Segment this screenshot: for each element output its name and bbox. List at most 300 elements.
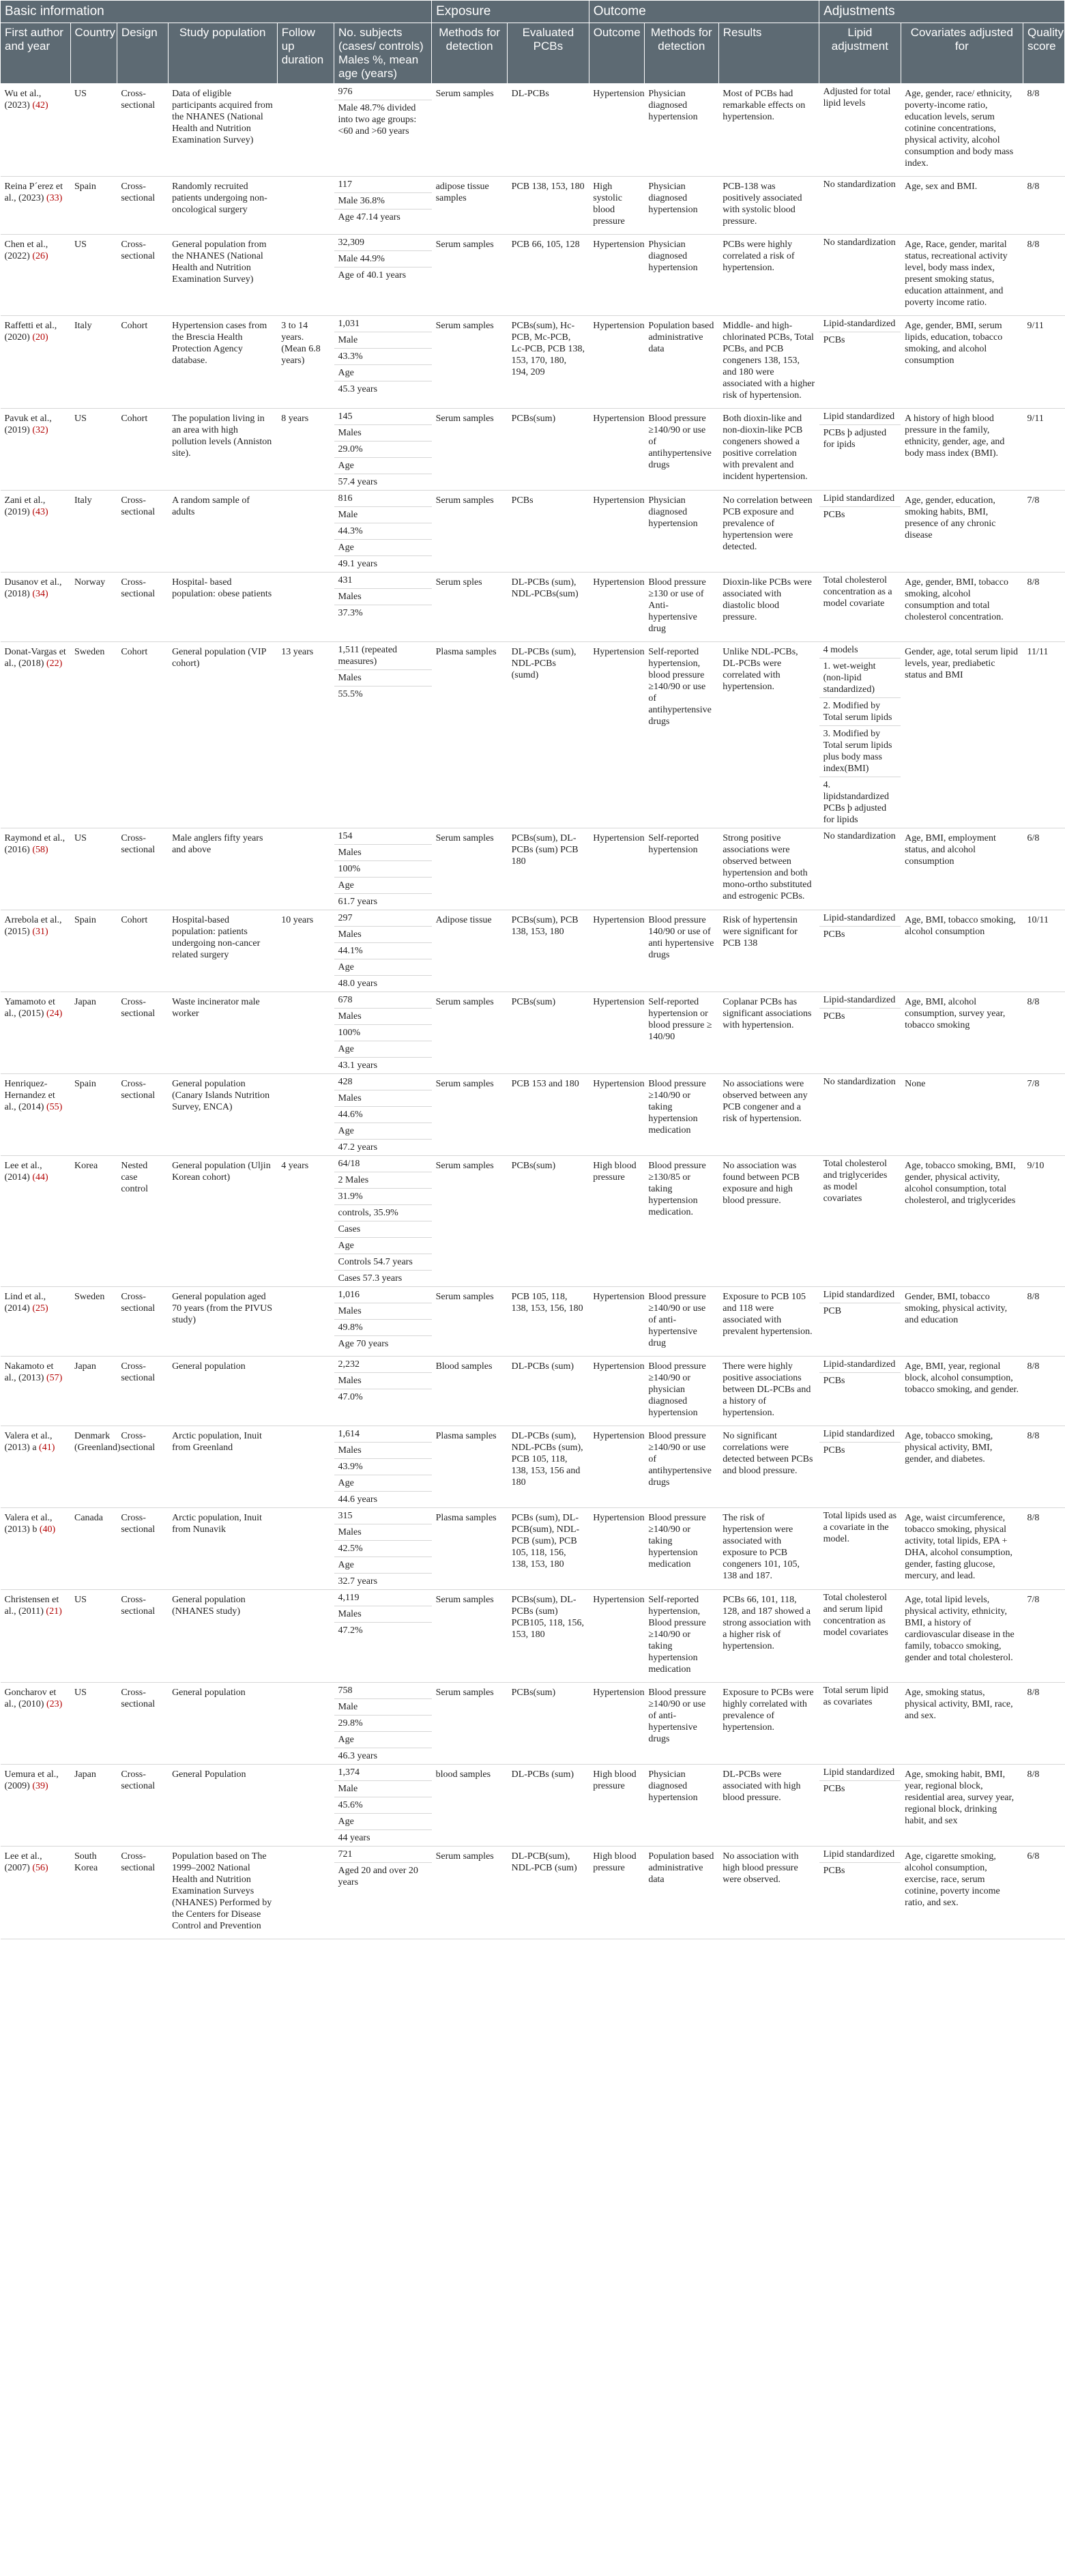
cell-results: There were highly positive associations between DL-PCBs and a history of hypertension. [718, 1357, 819, 1426]
cell-population: Hospital-based population: patients undergoing non-cancer related surgery [168, 910, 277, 992]
subjects-line: Males [334, 1606, 432, 1623]
subjects-line: 47.2% [338, 1625, 363, 1636]
cell-lipid [819, 235, 901, 316]
subjects-line: Age [334, 1475, 432, 1492]
author-text: Nakamoto et al., (2013) [4, 1361, 54, 1383]
cell-design: Cross-sectional [117, 992, 168, 1074]
cell-pcbs: PCBs(sum) [508, 409, 589, 491]
author-text: Raymond et al., (2016) [4, 833, 65, 855]
cell-design: Cross-sectional [117, 84, 168, 177]
table-row [1, 1765, 1065, 1847]
reference-link[interactable]: (34) [32, 589, 48, 599]
subjects-line: 32,309 [334, 235, 432, 251]
lipid-line: Lipid standardized [819, 409, 901, 425]
cell-quality: 8/8 [1023, 1426, 1065, 1508]
lipid-line: Lipid-standardized [819, 1357, 901, 1373]
lipid-line: No standardization [823, 179, 896, 190]
cell-outcome: Hypertension [589, 992, 644, 1074]
cell-outcome: Hypertension [589, 1287, 644, 1357]
cell-out-method: Blood pressure 140/90 or use of anti hypertensive drugs [644, 910, 718, 992]
cell-population: Waste incinerator male worker [168, 992, 277, 1074]
reference-link[interactable]: (39) [32, 1781, 48, 1791]
subjects-line: 431 [334, 573, 432, 589]
table-row [1, 84, 1065, 177]
lipid-line: PCBs [823, 1376, 845, 1386]
subjects-line: Age [334, 1814, 432, 1830]
cell-exp-method: Serum samples [432, 491, 508, 573]
cell-results: PCBs were highly correlated a risk of hypertension. [718, 235, 819, 316]
cell-population: Male anglers fifty years and above [168, 828, 277, 910]
cell-followup [277, 1683, 334, 1765]
cell-quality: 8/8 [1023, 1765, 1065, 1847]
subjects-line: 49.1 years [338, 559, 378, 569]
subjects-line: 47.0% [338, 1392, 363, 1402]
reference-link[interactable]: (22) [46, 659, 63, 669]
cell-subjects [334, 177, 432, 235]
subjects-line: 976 [334, 84, 432, 100]
lipid-line: Lipid standardized [819, 491, 901, 507]
subjects-line: Age [334, 959, 432, 976]
cell-design: Cohort [117, 316, 168, 409]
cell-out-method: Blood pressure ≥140/90 or use of anti-hypertensive drug [644, 1287, 718, 1357]
cell-population: Hypertension cases from the Brescia Health Protection Agency database. [168, 316, 277, 409]
cell-out-method: Blood pressure ≥130 or use of Anti-hypertensive drug [644, 573, 718, 642]
cell-covariates: Age, total lipid levels, physical activity, ethnicity, BMI, a history of cardiovascular disease in the family, tobacco smoking, gender and total cholesterol. [901, 1590, 1023, 1683]
lipid-line: Adjusted for total lipid levels [823, 87, 891, 108]
subjects-line: 2,232 [334, 1357, 432, 1373]
subjects-line: 61.7 years [338, 897, 378, 907]
cell-covariates: None [901, 1074, 1023, 1156]
cell-covariates: Age, gender, education, smoking habits, BMI, presence of any chronic disease [901, 491, 1023, 573]
cell-followup: 4 years [277, 1156, 334, 1287]
subjects-line: 48.0 years [338, 979, 378, 989]
cell-exp-method: Serum samples [432, 1590, 508, 1683]
subjects-line: 1,374 [334, 1765, 432, 1781]
cell-subjects [334, 1074, 432, 1156]
lipid-line: PCBs [823, 335, 845, 345]
cell-results: Strong positive associations were observed between hypertension and both mono-ortho substituted and estrogenic PCBs. [718, 828, 819, 910]
subjects-line: Age [334, 1238, 432, 1254]
cell-design: Cross-sectional [117, 177, 168, 235]
subjects-line: 44.6% [334, 1107, 432, 1123]
cell-country: Sweden [70, 1287, 117, 1357]
table-row [1, 642, 1065, 828]
lipid-line: No standardization [823, 237, 896, 248]
cell-exp-method: adipose tissue samples [432, 177, 508, 235]
cell-population: General population (Canary Islands Nutrition Survey, ENCA) [168, 1074, 277, 1156]
cell-population: A random sample of adults [168, 491, 277, 573]
cell-pcbs: DL-PCBs (sum) [508, 1765, 589, 1847]
cell-outcome: High blood pressure [589, 1765, 644, 1847]
cell-results: DL-PCBs were associated with high blood pressure. [718, 1765, 819, 1847]
cell-country: Spain [70, 1074, 117, 1156]
subjects-line: 64/18 [334, 1156, 432, 1172]
col-lipid: Lipid adjustment [819, 23, 901, 84]
col-population: Study population [168, 23, 277, 84]
cell-results: Most of PCBs had remarkable effects on hypertension. [718, 84, 819, 177]
cell-lipid [819, 409, 901, 491]
subjects-line: 297 [334, 910, 432, 927]
subjects-line: 29.0% [334, 442, 432, 458]
cell-subjects [334, 992, 432, 1074]
cell-exp-method: Serum samples [432, 235, 508, 316]
cell-author [1, 1590, 71, 1683]
reference-link[interactable]: (33) [46, 193, 63, 203]
cell-pcbs: PCBs (sum), DL-PCB(sum), NDL-PCB (sum), PCB 105, 118, 156, 138, 153, 180 [508, 1508, 589, 1590]
lipid-line: 4 models [819, 642, 901, 659]
cell-covariates: Age, gender, race/ ethnicity, poverty-income ratio, education levels, serum cotinine concentrations, physical activity, alcohol consumption and body mass index. [901, 84, 1023, 177]
cell-quality: 7/8 [1023, 491, 1065, 573]
cell-pcbs: PCBs(sum), PCB 138, 153, 180 [508, 910, 589, 992]
cell-exp-method: Serum samples [432, 992, 508, 1074]
author-text: Arrebola et al., (2015) [4, 915, 62, 937]
reference-link[interactable]: (41) [39, 1443, 55, 1453]
cell-subjects [334, 1426, 432, 1508]
lipid-line: 2. Modified by Total serum lipids [819, 698, 901, 726]
cell-exp-method: Plasma samples [432, 1508, 508, 1590]
cell-quality: 9/10 [1023, 1156, 1065, 1287]
subjects-line: Males [334, 425, 432, 442]
cell-subjects [334, 573, 432, 642]
cell-covariates: Age, waist circumference, tobacco smoking, physical activity, total lipids, EPA + DHA, alcohol consumption, gender, fasting glucose, mercury, and lead. [901, 1508, 1023, 1590]
cell-lipid [819, 910, 901, 992]
cell-design: Cross-sectional [117, 1847, 168, 1939]
cell-exp-method: Serum samples [432, 1287, 508, 1357]
cell-exp-method: Serum sples [432, 573, 508, 642]
cell-design: Cross-sectional [117, 1287, 168, 1357]
cell-author [1, 84, 71, 177]
cell-country: US [70, 235, 117, 316]
cell-pcbs: PCB 105, 118, 138, 153, 156, 180 [508, 1287, 589, 1357]
cell-exp-method: Plasma samples [432, 642, 508, 828]
subjects-line: 45.3 years [338, 384, 378, 394]
reference-link[interactable]: (21) [46, 1606, 62, 1617]
col-design: Design [117, 23, 168, 84]
group-outcome: Outcome [589, 1, 819, 23]
cell-lipid [819, 1357, 901, 1426]
cell-followup [277, 1847, 334, 1939]
cell-covariates: Age, sex and BMI. [901, 177, 1023, 235]
col-author: First author and year [1, 23, 71, 84]
cell-lipid [819, 642, 901, 828]
author-text: Zani et al., (2019) [4, 495, 46, 517]
cell-subjects [334, 1847, 432, 1939]
cell-quality: 8/8 [1023, 573, 1065, 642]
cell-results: Coplanar PCBs has significant associations with hypertension. [718, 992, 819, 1074]
lipid-line: Lipid-standardized [819, 992, 901, 1009]
cell-outcome: Hypertension [589, 1683, 644, 1765]
cell-lipid [819, 491, 901, 573]
cell-subjects [334, 1590, 432, 1683]
cell-design: Cross-sectional [117, 1590, 168, 1683]
reference-link[interactable]: (55) [46, 1102, 63, 1112]
cell-exp-method: Blood samples [432, 1357, 508, 1426]
table-row [1, 1847, 1065, 1939]
subjects-line: 100% [334, 1025, 432, 1041]
cell-design: Cross-sectional [117, 1508, 168, 1590]
cell-population: General population [168, 1683, 277, 1765]
cell-results: Exposure to PCB 105 and 118 were associated with prevalent hypertension. [718, 1287, 819, 1357]
cell-author [1, 409, 71, 491]
cell-covariates: Gender, BMI, tobacco smoking, physical activity, and education [901, 1287, 1023, 1357]
author-text: Dusanov et al., (2018) [4, 577, 62, 599]
table-row [1, 316, 1065, 409]
cell-author [1, 642, 71, 828]
reference-link[interactable]: (58) [32, 845, 48, 855]
cell-followup: 13 years [277, 642, 334, 828]
cell-lipid [819, 992, 901, 1074]
cell-population: General population [168, 1357, 277, 1426]
cell-author [1, 1765, 71, 1847]
author-text: Christensen et al., (2011) [4, 1595, 59, 1617]
cell-subjects [334, 828, 432, 910]
subjects-line: 315 [334, 1508, 432, 1524]
cell-out-method: Self-reported hypertension [644, 828, 718, 910]
cell-exp-method: Serum samples [432, 1683, 508, 1765]
cell-results: PCBs 66, 101, 118, 128, and 187 showed a strong association with a higher risk of hypertension. [718, 1590, 819, 1683]
cell-subjects [334, 84, 432, 177]
cell-subjects [334, 642, 432, 828]
subjects-line: 45.6% [334, 1797, 432, 1814]
subjects-line: 49.8% [334, 1320, 432, 1336]
cell-covariates: Age, tobacco smoking, BMI, gender, physical activity, alcohol consumption, total cholesterol, and triglycerides [901, 1156, 1023, 1287]
cell-lipid [819, 828, 901, 910]
col-results: Results [718, 23, 819, 84]
reference-link[interactable]: (24) [46, 1009, 63, 1019]
cell-quality: 8/8 [1023, 235, 1065, 316]
cell-exp-method: Serum samples [432, 84, 508, 177]
cell-followup [277, 992, 334, 1074]
lipid-line: Lipid standardized [819, 1765, 901, 1781]
cell-quality: 6/8 [1023, 1847, 1065, 1939]
cell-results: No association was found between PCB exposure and high blood pressure. [718, 1156, 819, 1287]
reference-link[interactable]: (57) [46, 1373, 63, 1383]
subjects-line: Age [334, 365, 432, 381]
col-exposure-method: Methods for detection [432, 23, 508, 84]
reference-link[interactable]: (26) [32, 251, 48, 261]
lipid-line: PCBs [823, 929, 845, 940]
subjects-line: Males [334, 1443, 432, 1459]
cell-author [1, 573, 71, 642]
cell-subjects [334, 316, 432, 409]
reference-link[interactable]: (44) [32, 1172, 48, 1183]
reference-link[interactable]: (25) [32, 1303, 48, 1314]
cell-subjects [334, 910, 432, 992]
cell-outcome: High systolic blood pressure [589, 177, 644, 235]
subjects-line: 428 [334, 1074, 432, 1090]
cell-covariates: Age, gender, BMI, tobacco smoking, alcohol consumption and total cholesterol concentration. [901, 573, 1023, 642]
cell-lipid [819, 1765, 901, 1847]
cell-author [1, 1683, 71, 1765]
table-row [1, 992, 1065, 1074]
table-row [1, 1357, 1065, 1426]
lipid-line: No standardization [823, 831, 896, 841]
cell-out-method: Blood pressure ≥140/90 or taking hypertension medication [644, 1074, 718, 1156]
subjects-line: 55.5% [338, 689, 363, 699]
reference-link[interactable]: (31) [32, 927, 48, 937]
lipid-line: Lipid standardized [819, 1847, 901, 1863]
subjects-line: Age of 40.1 years [338, 270, 407, 280]
cell-followup [277, 828, 334, 910]
table-row [1, 1074, 1065, 1156]
cell-results: The risk of hypertension were associated with exposure to PCB congeners 101, 105, 138 and 187. [718, 1508, 819, 1590]
cell-design: Cohort [117, 642, 168, 828]
subjects-line: Males [334, 845, 432, 861]
lipid-line: 4. lipidstandardized PCBs þ adjusted for lipids [823, 780, 889, 825]
cell-results: Risk of hypertensin were significant for PCB 138 [718, 910, 819, 992]
cell-population: General Population [168, 1765, 277, 1847]
cell-population: The population living in an area with high pollution levels (Anniston site). [168, 409, 277, 491]
cell-results: PCB-138 was positively associated with systolic blood pressure. [718, 177, 819, 235]
reference-link[interactable]: (40) [39, 1524, 56, 1535]
subjects-line: Age [334, 458, 432, 474]
cell-author [1, 1287, 71, 1357]
reference-link[interactable]: (32) [32, 425, 48, 435]
reference-link[interactable]: (23) [46, 1699, 63, 1709]
cell-country: US [70, 409, 117, 491]
cell-out-method: Blood pressure ≥140/90 or use of antihypertensive drugs [644, 409, 718, 491]
cell-covariates: Age, BMI, tobacco smoking, alcohol consumption [901, 910, 1023, 992]
cell-out-method: Blood pressure ≥130/85 or taking hypertension medication. [644, 1156, 718, 1287]
cell-outcome: Hypertension [589, 1590, 644, 1683]
cell-quality: 7/8 [1023, 1590, 1065, 1683]
cell-pcbs: DL-PCB(sum), NDL-PCB (sum) [508, 1847, 589, 1939]
reference-link[interactable]: (42) [32, 100, 48, 111]
subjects-line: 816 [334, 491, 432, 507]
cell-lipid [819, 177, 901, 235]
cell-population: Data of eligible participants acquired from the NHANES (National Health and Nutrition Examination Survey) [168, 84, 277, 177]
cell-out-method: Physician diagnosed hypertension [644, 1765, 718, 1847]
cell-results: Exposure to PCBs were highly correlated with prevalence of hypertension. [718, 1683, 819, 1765]
subjects-line: Age [334, 1557, 432, 1574]
table-row [1, 409, 1065, 491]
table-row [1, 491, 1065, 573]
cell-country: US [70, 1590, 117, 1683]
cell-population: General population aged 70 years (from the PIVUS study) [168, 1287, 277, 1357]
subjects-line: 117 [334, 177, 432, 193]
cell-country: Sweden [70, 642, 117, 828]
cell-followup [277, 235, 334, 316]
cell-exp-method: Serum samples [432, 1156, 508, 1287]
cell-author [1, 177, 71, 235]
cell-country: Japan [70, 1357, 117, 1426]
subjects-line: Aged 20 and over 20 years [338, 1866, 418, 1887]
cell-outcome: Hypertension [589, 1357, 644, 1426]
cell-author [1, 992, 71, 1074]
subjects-line: 31.9% [334, 1189, 432, 1205]
cell-out-method: Blood pressure ≥140/90 or physician diagnosed hypertension [644, 1357, 718, 1426]
cell-results: No associations were observed between any PCB congener and a risk of hypertension. [718, 1074, 819, 1156]
lipid-line: Total serum lipid as covariates [823, 1685, 889, 1707]
cell-population: Randomly recruited patients undergoing non-oncological surgery [168, 177, 277, 235]
subjects-line: Males [334, 927, 432, 943]
cell-design: Cross-sectional [117, 235, 168, 316]
lipid-line: Lipid standardized [819, 1287, 901, 1303]
cell-subjects [334, 1357, 432, 1426]
cell-followup [277, 84, 334, 177]
author-text: Donat-Vargas et al., (2018) [4, 647, 66, 669]
subjects-line: Age 70 years [338, 1339, 389, 1349]
cell-results: Unlike NDL-PCBs, DL-PCBs were correlated with hypertension. [718, 642, 819, 828]
subjects-line: Age [334, 1732, 432, 1748]
reference-link[interactable]: (20) [32, 332, 48, 343]
lipid-line: 1. wet-weight (non-lipid standardized) [819, 659, 901, 698]
group-basic-information: Basic information [1, 1, 432, 23]
subjects-line: Age 47.14 years [338, 212, 400, 222]
cell-country: Italy [70, 491, 117, 573]
cell-outcome: Hypertension [589, 1426, 644, 1508]
reference-link[interactable]: (56) [32, 1863, 48, 1873]
cell-exp-method: blood samples [432, 1765, 508, 1847]
cell-lipid [819, 84, 901, 177]
cell-subjects [334, 235, 432, 316]
cell-results: No association with high blood pressure were observed. [718, 1847, 819, 1939]
subjects-line: Males [334, 1090, 432, 1107]
cell-followup [277, 1765, 334, 1847]
subjects-line: Age [334, 540, 432, 556]
lipid-line: PCB [823, 1306, 842, 1316]
cell-country: Denmark (Greenland) [70, 1426, 117, 1508]
reference-link[interactable]: (43) [32, 507, 48, 517]
cell-out-method: Blood pressure ≥140/90 or use of antihypertensive drugs [644, 1426, 718, 1508]
lipid-line: Total cholesterol and serum lipid concentration as model covariates [823, 1593, 888, 1638]
cell-outcome: Hypertension [589, 491, 644, 573]
lipid-line: Total cholesterol concentration as a model covariate [823, 575, 892, 609]
table-row [1, 828, 1065, 910]
col-covariates: Covariates adjusted for [901, 23, 1023, 84]
subjects-line: Male [334, 1699, 432, 1716]
lipid-line: PCBs [823, 1784, 845, 1794]
cell-author [1, 1074, 71, 1156]
cell-lipid [819, 1156, 901, 1287]
table-row [1, 1426, 1065, 1508]
lipid-line: PCBs [823, 1445, 845, 1456]
subjects-line: Male [334, 1781, 432, 1797]
group-exposure: Exposure [432, 1, 589, 23]
lipid-line: Total cholesterol and triglycerides as model covariates [823, 1159, 888, 1204]
subjects-line: 4,119 [334, 1590, 432, 1606]
cell-country: Korea [70, 1156, 117, 1287]
cell-country: Spain [70, 910, 117, 992]
subjects-line: Age [334, 1041, 432, 1058]
subjects-line: 44.1% [334, 943, 432, 959]
subjects-line: 100% [334, 861, 432, 878]
cell-outcome: Hypertension [589, 828, 644, 910]
cell-followup [277, 1357, 334, 1426]
cell-subjects [334, 1287, 432, 1357]
col-outcome-method: Methods for detection [644, 23, 718, 84]
cell-pcbs: PCB 138, 153, 180 [508, 177, 589, 235]
subjects-line: 44.3% [334, 523, 432, 540]
cell-covariates: Gender, age, total serum lipid levels, year, prediabetic status and BMI [901, 642, 1023, 828]
cell-out-method: Population based administrative data [644, 1847, 718, 1939]
cell-quality: 8/8 [1023, 1357, 1065, 1426]
cell-quality: 9/11 [1023, 316, 1065, 409]
cell-design: Cross-sectional [117, 1074, 168, 1156]
cell-author [1, 491, 71, 573]
cell-quality: 8/8 [1023, 992, 1065, 1074]
cell-out-method: Self-reported hypertension, Blood pressure ≥140/90 or taking hypertension medication [644, 1590, 718, 1683]
cell-quality: 8/8 [1023, 177, 1065, 235]
subjects-line: 1,016 [334, 1287, 432, 1303]
col-quality: Quality score [1023, 23, 1065, 84]
cell-results: Middle- and high-chlorinated PCBs, Total PCBs, and PCB congeners 138, 153, and 180 were associated with a higher risk of hypertension. [718, 316, 819, 409]
lipid-line: Lipid-standardized [819, 316, 901, 332]
cell-exp-method: Plasma samples [432, 1426, 508, 1508]
subjects-line: 758 [334, 1683, 432, 1699]
cell-lipid [819, 573, 901, 642]
cell-author [1, 910, 71, 992]
